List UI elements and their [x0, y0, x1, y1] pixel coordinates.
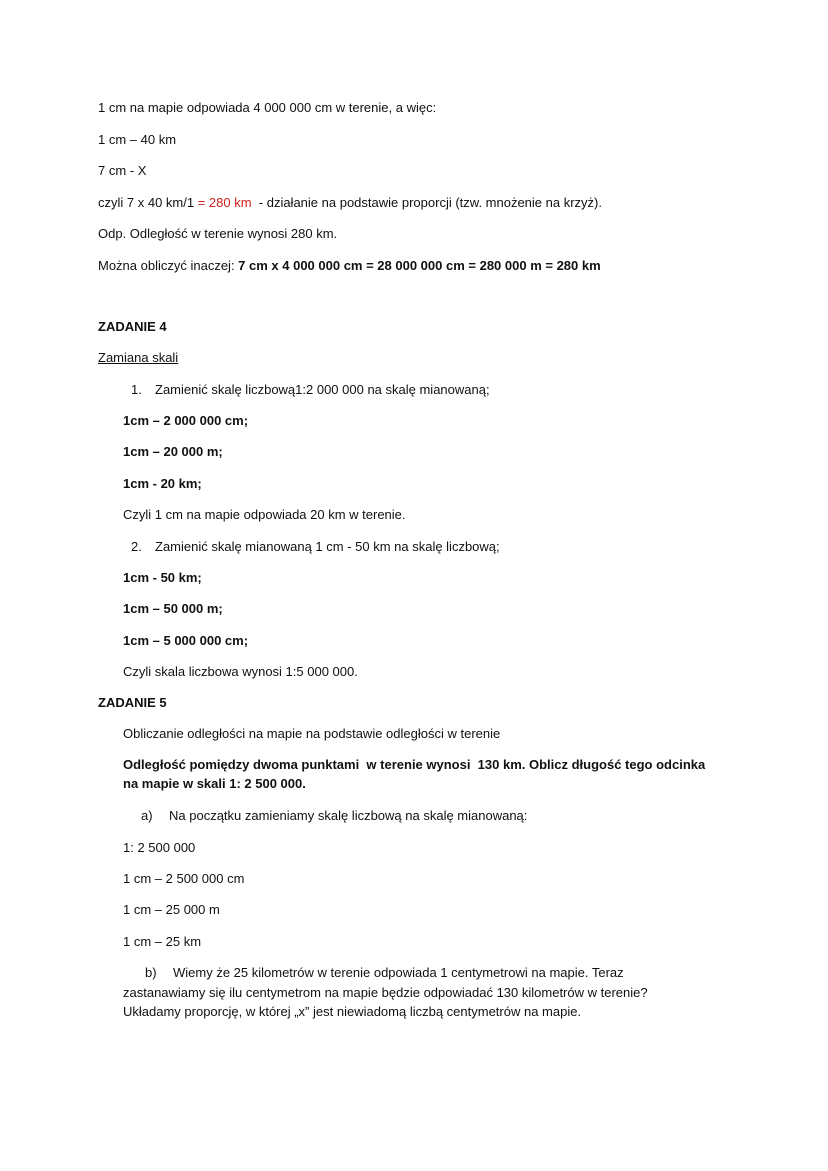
list-number: 2. — [131, 539, 142, 554]
step-line: 1cm – 2 000 000 cm; — [123, 413, 249, 428]
text-line: 1 cm – 40 km — [98, 132, 177, 147]
step-line: 1cm – 50 000 m; — [123, 601, 223, 616]
result-line: Czyli 1 cm na mapie odpowiada 20 km w terenie. — [123, 507, 406, 522]
list-text: Zamienić skalę mianowaną 1 cm - 50 km na skalę liczbową; — [155, 539, 500, 554]
problem-line: Odległość pomiędzy dwoma punktami w terenie wynosi 130 km. Oblicz długość tego odcinka — [123, 757, 706, 772]
section-heading: ZADANIE 5 — [98, 695, 167, 710]
list-text: Zamienić skalę liczbową1:2 000 000 na skalę mianowaną; — [155, 382, 490, 397]
list-letter: b) — [145, 965, 157, 980]
text-line: 1 cm na mapie odpowiada 4 000 000 cm w terenie, a więc: — [98, 100, 437, 115]
step-line: 1cm - 20 km; — [123, 476, 202, 491]
answer-line: Odp. Odległość w terenie wynosi 280 km. — [98, 226, 338, 241]
list-number: 1. — [131, 382, 142, 397]
step-line: 1cm – 5 000 000 cm; — [123, 633, 249, 648]
list-item — [131, 381, 490, 399]
list-text: Wiemy że 25 kilometrów w terenie odpowiada 1 centymetrowi na mapie. Teraz — [173, 965, 624, 980]
text-line — [98, 194, 602, 212]
problem-line: na mapie w skali 1: 2 500 000. — [123, 776, 306, 791]
list-item — [131, 538, 500, 556]
text-line: zastanawiamy się ilu centymetrom na mapie będzie odpowiadać 130 kilometrów w terenie? — [123, 985, 648, 1000]
text-line: Układamy proporcję, w której „x” jest niewiadomą liczbą centymetrów na mapie. — [123, 1004, 582, 1019]
text: - działanie na podstawie proporcji (tzw. mnożenie na krzyż). — [251, 195, 602, 210]
text: Można obliczyć inaczej: — [98, 258, 239, 273]
text: czyli 7 x 40 km/1 — [98, 195, 198, 210]
subheading: Zamiana skali — [98, 350, 179, 365]
result-line: Czyli skala liczbowa wynosi 1:5 000 000. — [123, 664, 358, 679]
step-line: 1cm – 20 000 m; — [123, 444, 223, 459]
text-line: 7 cm - X — [98, 163, 147, 178]
text-line: Obliczanie odległości na mapie na podstawie odległości w terenie — [123, 726, 501, 741]
list-letter: a) — [141, 808, 153, 823]
section-heading: ZADANIE 4 — [98, 319, 167, 334]
step-line: 1 cm – 25 km — [123, 934, 202, 949]
list-item — [141, 807, 527, 825]
bold-calculation: 7 cm x 4 000 000 cm = 28 000 000 cm = 280 000 m = 280 km — [238, 258, 601, 273]
step-line: 1 cm – 2 500 000 cm — [123, 871, 245, 886]
step-line: 1 cm – 25 000 m — [123, 902, 220, 917]
list-text: Na początku zamieniamy skalę liczbową na skalę mianowaną: — [169, 808, 528, 823]
text-line — [98, 257, 601, 275]
step-line: 1cm - 50 km; — [123, 570, 202, 585]
highlighted-result: = 280 km — [197, 195, 252, 210]
list-item — [145, 964, 624, 982]
step-line: 1: 2 500 000 — [123, 840, 196, 855]
